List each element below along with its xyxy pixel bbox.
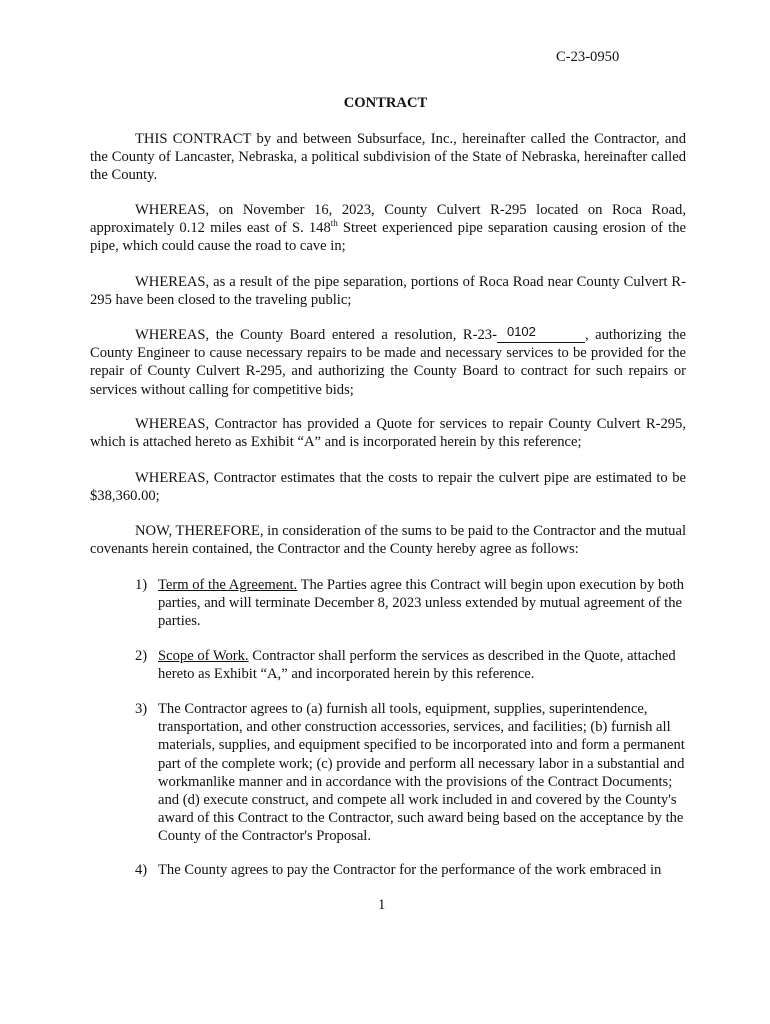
whereas-paragraph-2: WHEREAS, as a result of the pipe separation, portions of Roca Road near County Culvert R-295 have been closed to the traveling public; (90, 274, 686, 309)
document-number: C-23-0950 (556, 49, 620, 65)
list-item: 2) Scope of Work. Contractor shall perform the services as described in the Quote, attached hereto as Exhibit “A,” and incorporated herein by this reference. (135, 648, 676, 683)
whereas-paragraph-1: WHEREAS, on November 16, 2023, County Culvert R-295 located on Roca Road, approximately 0.12 miles east of S. 148th Street experienced pipe separation causing erosion of the pipe, which could cause the road to cave in; (90, 202, 687, 255)
list-item-heading: Scope of Work. (158, 648, 249, 664)
list-item-heading: Term of the Agreement. (158, 577, 298, 593)
whereas-paragraph-4: WHEREAS, Contractor has provided a Quote for services to repair County Culvert R-295, which is attached hereto as Exhibit “A” and is incorporated herein by this reference; (90, 416, 686, 451)
intro-paragraph: THIS CONTRACT by and between Subsurface, Inc., hereinafter called the Contractor, and the County of Lancaster, Nebraska, a political subdivision of the State of Nebraska, hereinafter called the County. (90, 131, 686, 184)
list-item: 3) The Contractor agrees to (a) furnish all tools, equipment, supplies, superintendence, transportation, and other construction accessories, services, and facilities; (b) furnish all materials, supplies, and equipment specified to be incorporated into and form a permanent part of the complete work; (c) provide and perform all necessary labor in a substantial and workmanlike manner and in accordance with the provisions of the Contract Documents; and (d) execute construct, and compete all work included in and covered by the County's award of this Contract to the Contractor, such award being based on the acceptance by the County of the Contractor's Proposal. (135, 701, 685, 845)
whereas-paragraph-5: WHEREAS, Contractor estimates that the costs to repair the culvert pipe are estimated to be $38,360.00; (90, 470, 686, 505)
list-item: 1) Term of the Agreement. The Parties agree this Contract will begin upon execution by both parties, and will terminate December 8, 2023 unless extended by mutual agreement of the parties. (135, 577, 684, 630)
document-title: CONTRACT (343, 95, 428, 111)
now-therefore-paragraph: NOW, THEREFORE, in consideration of the sums to be paid to the Contractor and the mutual covenants herein contained, the Contractor and the County hereby agree as follows: (90, 523, 686, 558)
whereas-paragraph-3: WHEREAS, the County Board entered a resolution, R-23- 0102 , authorizing the County Engineer to cause necessary repairs to be made and necessary services to be provided for the repair of County Culvert R-295, and authorizing the County Board to contract for such repairs or services without calling for competitive bids; (90, 324, 687, 398)
ordinal-suffix: th (330, 218, 338, 229)
list-item: 4) The County agrees to pay the Contractor for the performance of the work embraced in (135, 862, 662, 878)
document-page (90, 0, 690, 1024)
page-number: 1 (378, 897, 386, 913)
resolution-number-field[interactable]: 0102 (497, 328, 585, 343)
